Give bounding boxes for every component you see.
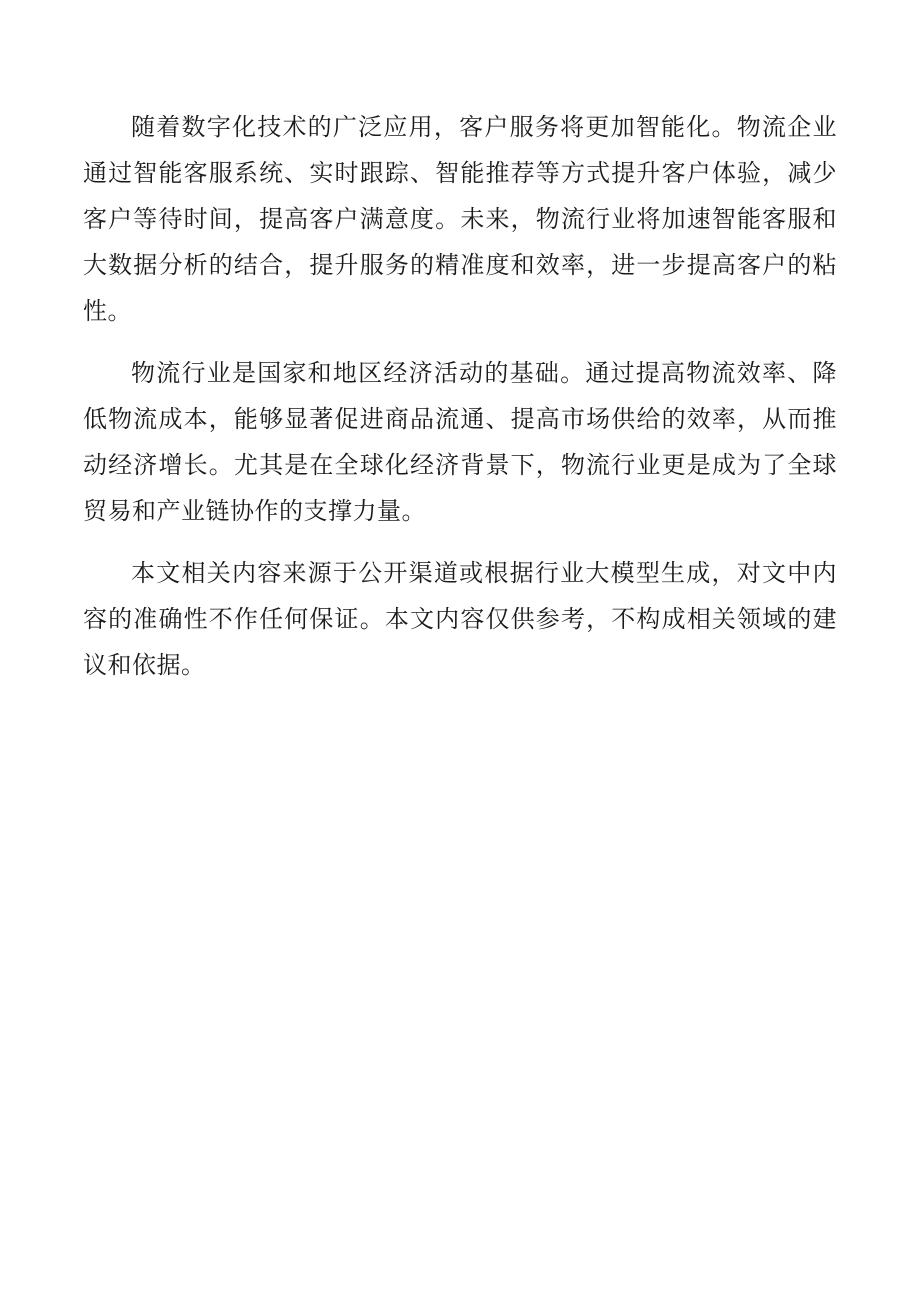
document-body: [83, 104, 837, 704]
paragraph-disclaimer: 本文相关内容来源于公开渠道或根据行业大模型生成，对文中内容的准确性不作任何保证。本文内容仅供参考，不构成相关领域的建议和依据。: [83, 559, 837, 679]
paragraph-customer-service: 随着数字化技术的广泛应用，客户服务将更加智能化。物流企业通过智能客服系统、实时跟踪、智能推荐等方式提升客户体验，减少客户等待时间，提高客户满意度。未来，物流行业将加速智能客服和大数据分析的结合，提升服务的精准度和效率，进一步提高客户的粘性。: [83, 113, 837, 325]
paragraph-logistics-economy: 物流行业是国家和地区经济活动的基础。通过提高物流效率、降低物流成本，能够显著促进商品流通、提高市场供给的效率，从而推动经济增长。尤其是在全球化经济背景下，物流行业更是成为了全球贸易和产业链协作的支撑力量。: [83, 359, 837, 525]
